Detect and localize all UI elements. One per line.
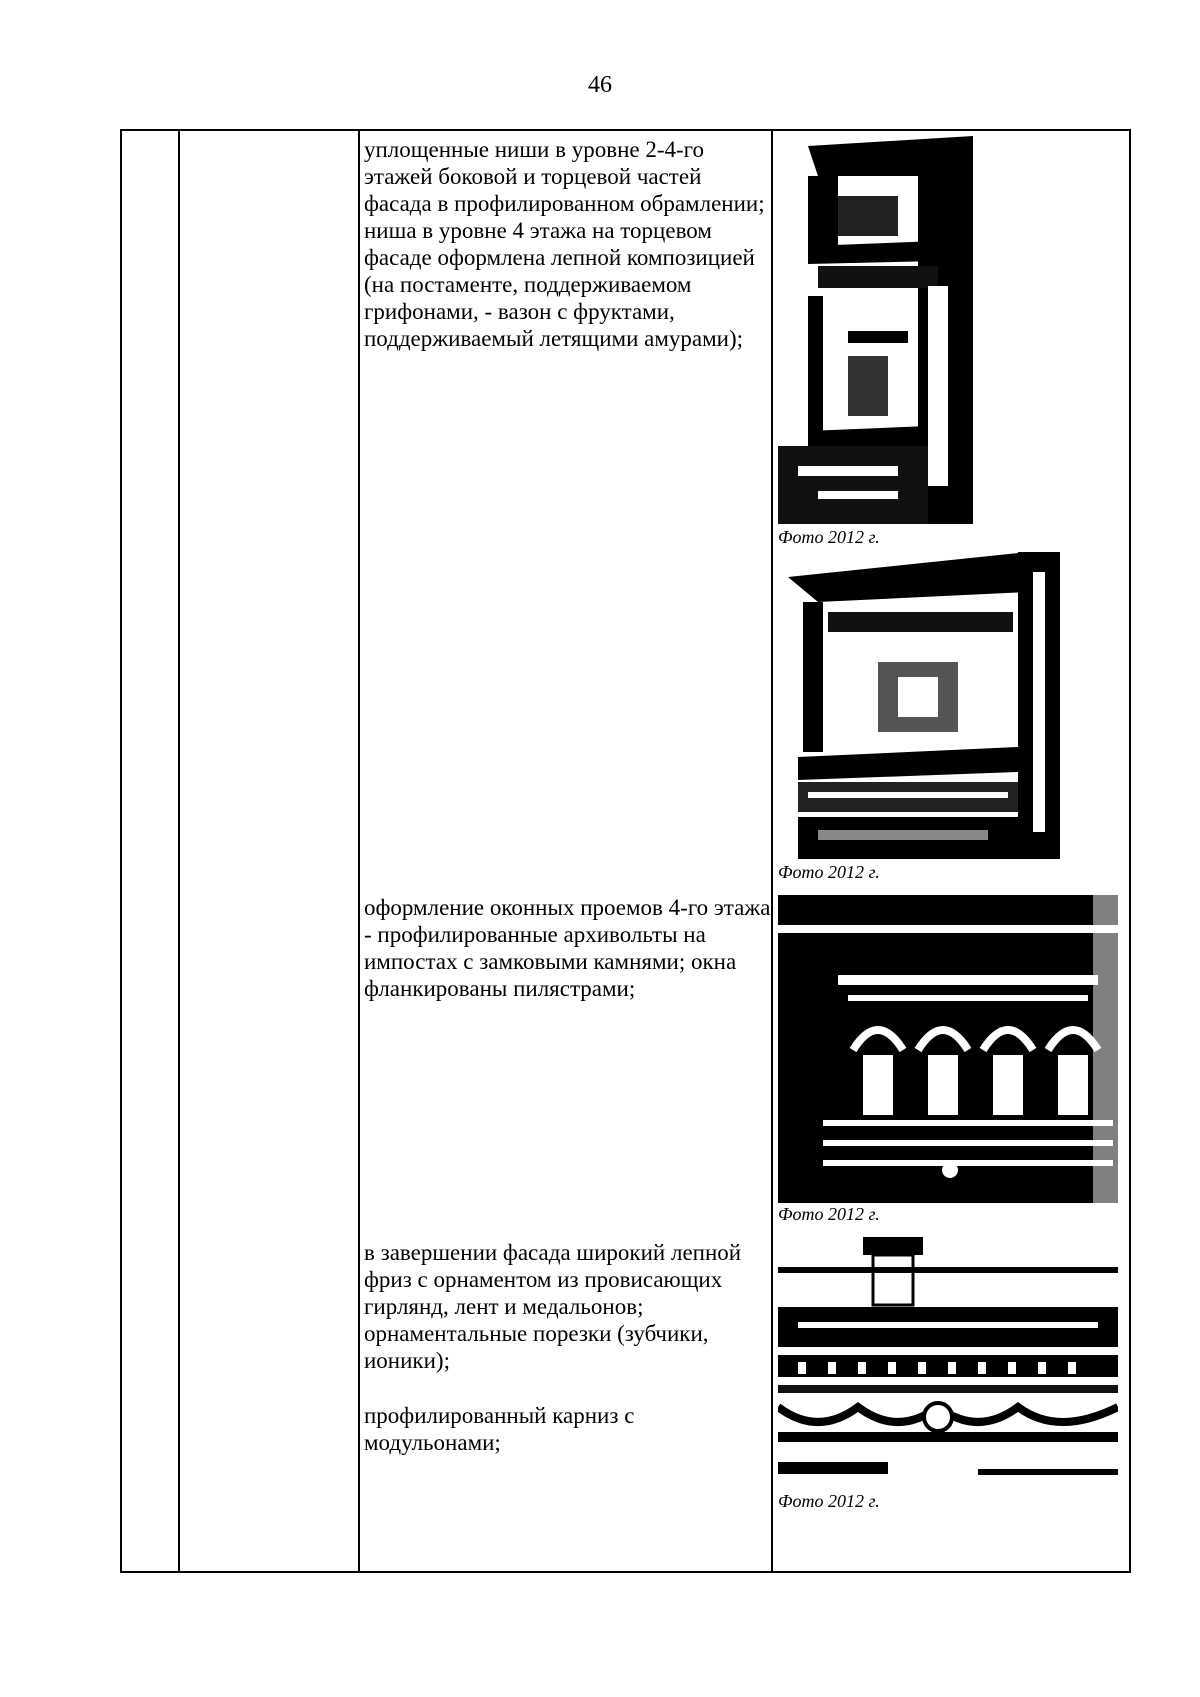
facade-niche-photo — [778, 136, 973, 524]
page-number: 46 — [588, 72, 612, 98]
description-cornice: профилированный карниз с модульонами; — [364, 1403, 635, 1455]
description-frieze: в завершении фасада широкий лепной фриз с орнаментом из провисающих гирлянд, лент и медальонов; орнаментальные порезки (зубчики, ионики); — [364, 1240, 742, 1373]
arched-windows-photo — [778, 895, 1118, 1203]
photo-caption: Фото 2012 г. — [778, 1204, 880, 1224]
description-windows: оформление оконных проемов 4-го этажа - профилированные архивольты на импостах с замковыми камнями; окна фланкированы пилястрами; — [364, 895, 771, 1001]
frieze-cornice-photo — [778, 1237, 1118, 1489]
description-niches: уплощенные ниши в уровне 2-4-го этажей боковой и торцевой частей фасада в профилированном обрамлении; ниша в уровне 4 этажа на торцевом фасаде оформлена лепной композицией (на постаменте, поддерживаемом грифонами, - вазон с фруктами, поддерживаемый летящими амурами); — [364, 137, 765, 351]
niche-composition-photo — [788, 552, 1060, 859]
photo-caption: Фото 2012 г. — [778, 527, 880, 547]
column-divider-2 — [358, 131, 360, 1571]
column-divider-1 — [178, 131, 180, 1571]
photo-caption: Фото 2012 г. — [778, 862, 880, 882]
photo-caption: Фото 2012 г. — [778, 1491, 880, 1511]
